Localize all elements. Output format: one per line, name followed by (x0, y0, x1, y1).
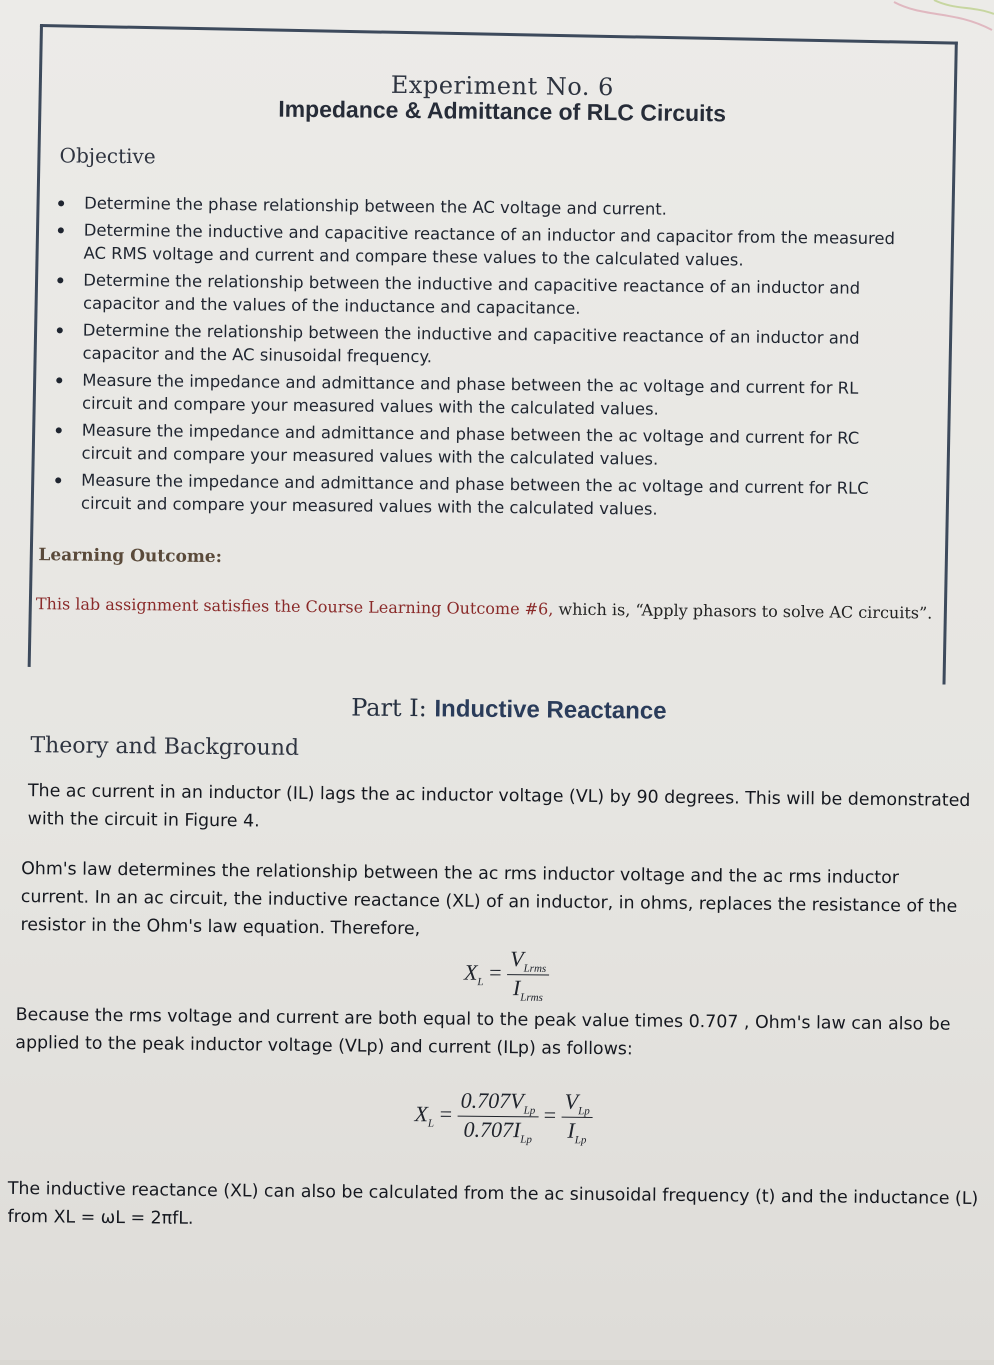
eq1-lhs: X (463, 959, 478, 985)
eq2-lhs-sub: L (427, 1117, 435, 1130)
eq1-numerator-sub: Lrms (523, 962, 547, 975)
theory-paragraph-3: Because the rms voltage and current are both equal to the peak value times 0.707 , Ohm's law can also be applied to the peak inductor voltage (VLp) and current (ILp) as follows: (15, 1004, 951, 1060)
list-item: Determine the relationship between the inductive and capacitive reactance of an inductor and capacitor and the AC sinusoidal frequency. (42, 318, 902, 373)
theory-paragraph-1: The ac current in an inductor (IL) lags the ac inductor voltage (VL) by 90 degrees. This will be demonstrated with the circuit in Figure 4. (27, 781, 971, 832)
list-item: Determine the relationship between the inductive and capacitive reactance of an inductor and capacitor and the values of the inductance and capacitance. (43, 268, 903, 323)
equation-ohms-law-peak: $X_L$ = $\frac{0.707V_{Lp}}{0.707I_{Lp}}$ = $\frac{V_{Lp}}{I_{Lp}}$ (414, 1087, 593, 1147)
theory-paragraph-4: The inductive reactance (XL) can also be calculated from the ac sinusoidal frequency (t) and the inductance (L) from XL = ωL = 2πfL. (7, 1178, 979, 1229)
eq1-fraction (507, 946, 550, 1004)
eq2-numerator-sub: Lp (523, 1104, 536, 1117)
objective-heading: Objective (59, 143, 156, 169)
eq2-denominator-sub: Lp (520, 1134, 532, 1147)
learning-outcome-heading: Learning Outcome: (38, 545, 223, 568)
eq2-lhs: X (414, 1101, 429, 1127)
experiment-number: Experiment No. 6 (390, 70, 615, 102)
list-item: Measure the impedance and admittance and phase between the ac voltage and current for RC circuit and compare your measured values with the calculated values. (41, 418, 901, 473)
eq2-denominator: 0.707I (463, 1117, 521, 1143)
eq2-denominator-2-sub: Lp (574, 1134, 587, 1147)
learning-outcome-clo: This lab assignment satisfies the Course Learning Outcome #6, (35, 594, 559, 619)
eq1-lhs-sub: L (477, 976, 484, 989)
eq2-numerator-2-sub: Lp (578, 1105, 590, 1118)
list-item: Measure the impedance and admittance and phase between the ac voltage and current for RL circuit and compare your measured values with the calculated values. (42, 368, 902, 423)
learning-outcome-text (36, 593, 946, 625)
eq2-denominator-2: I (567, 1118, 575, 1144)
eq2-numerator-2: V (564, 1088, 579, 1114)
theory-paragraph-2: Ohm's law determines the relationship between the ac rms inductor voltage and the ac rms inductor current. In an ac circuit, the inductive reactance (XL) of an inductor, in ohms, replaces the resistance of the resistor in the Ohm's law equation. Therefore, (20, 859, 958, 940)
eq1-denominator-sub: Lrms (520, 992, 543, 1005)
eq2-fraction-2 (561, 1089, 593, 1147)
part-label: Part I: (351, 693, 435, 723)
eq1-denominator: I (512, 975, 521, 1001)
list-item: Determine the phase relationship between the AC voltage and current. (44, 191, 904, 223)
eq2-numerator: 0.707V (460, 1087, 524, 1114)
theory-heading: Theory and Background (30, 733, 300, 761)
eq2-fraction-1 (457, 1088, 538, 1147)
list-item: Measure the impedance and admittance and phase between the ac voltage and current for RLC circuit and compare your measured values with the calculated values. (41, 468, 901, 523)
list-item: Determine the inductive and capacitive reactance of an inductor and capacitor from the measured AC RMS voltage and current and compare these values to the calculated values. (43, 218, 903, 273)
eq1-numerator: V (510, 946, 524, 972)
part-title (0, 690, 994, 730)
equation-ohms-law-rms: $X_L$ = $\frac{V_{Lrms}}{I_{Lrms}}$ (464, 946, 550, 1005)
part-name: Inductive Reactance (434, 695, 667, 725)
experiment-title: Impedance & Admittance of RLC Circuits (278, 95, 727, 127)
learning-outcome-clo-desc: which is, “Apply phasors to solve AC circuits”. (558, 599, 933, 623)
objective-list (41, 191, 904, 527)
